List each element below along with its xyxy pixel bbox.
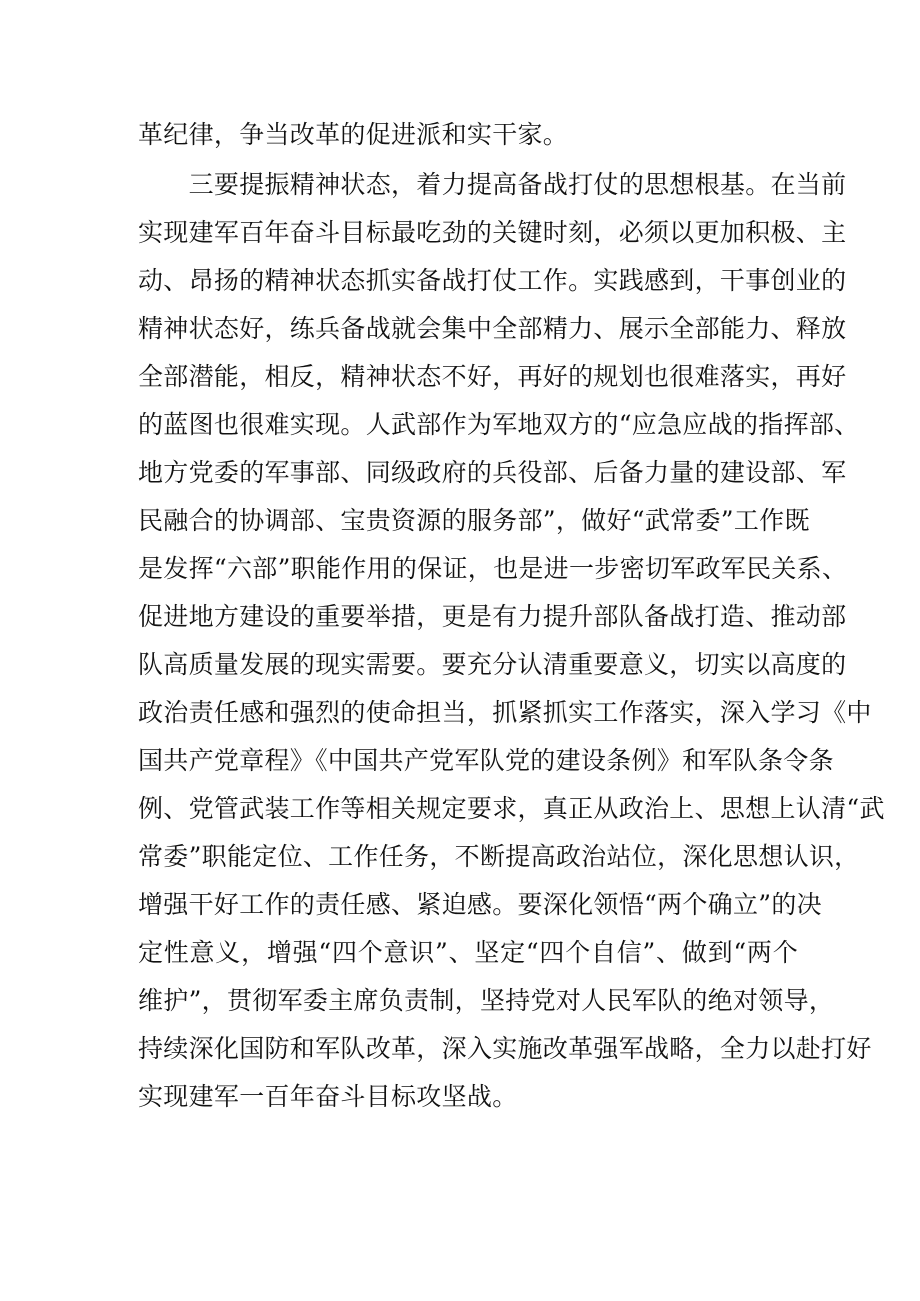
paragraph-1-line: 革纪律，争当改革的促进派和实干家。 bbox=[138, 120, 569, 149]
paragraph-2-line: 是发挥“六部”职能作用的保证，也是进一步密切军政军民关系、 bbox=[138, 554, 848, 583]
paragraph-2-line: 维护”，贯彻军委主席负责制，坚持党对人民军队的绝对领导， bbox=[138, 986, 835, 1015]
paragraph-2-line: 常委”职能定位、工作任务，不断提高政治站位，深化思想认识， bbox=[138, 842, 860, 871]
paragraph-2-line: 促进地方建设的重要举措，更是有力提升部队备战打造、推动部 bbox=[138, 602, 847, 631]
paragraph-2-line: 增强干好工作的责任感、紧迫感。要深化领悟“两个确立”的决 bbox=[138, 890, 822, 919]
paragraph-2-line: 实现建军百年奋斗目标最吃劲的关键时刻，必须以更加积极、主 bbox=[138, 218, 847, 247]
paragraph-2-line: 民融合的协调部、宝贵资源的服务部”，做好“武常委”工作既 bbox=[138, 506, 810, 535]
paragraph-2-line: 地方党委的军事部、同级政府的兵役部、后备力量的建设部、军 bbox=[138, 458, 847, 487]
paragraph-1 bbox=[138, 111, 798, 159]
paragraph-2-line: 三要提振精神状态，着力提高备战打仗的思想根基。在当前 bbox=[138, 170, 847, 199]
paragraph-2-line: 持续深化国防和军队改革，深入实施改革强军战略，全力以赴打好 bbox=[138, 1034, 872, 1063]
paragraph-2-line: 精神状态好，练兵备战就会集中全部精力、展示全部能力、释放 bbox=[138, 314, 847, 343]
paragraph-2-line: 国共产党章程》《中国共产党军队党的建设条例》和军队条令条 bbox=[138, 746, 834, 775]
paragraph-2-line: 全部潜能，相反，精神状态不好，再好的规划也很难落实，再好 bbox=[138, 362, 847, 391]
paragraph-2-line: 实现建军一百年奋斗目标攻坚战。 bbox=[138, 1082, 518, 1111]
paragraph-2-line: 例、党管武装工作等相关规定要求，真正从政治上、思想上认清“武 bbox=[138, 794, 885, 823]
paragraph-2 bbox=[138, 161, 885, 1121]
paragraph-2-line: 定性意义，增强“四个意识”、坚定“四个自信”、做到“两个 bbox=[138, 938, 798, 967]
paragraph-2-line: 政治责任感和强烈的使命担当，抓紧抓实工作落实，深入学习《中 bbox=[138, 698, 872, 727]
paragraph-2-line: 队高质量发展的现实需要。要充分认清重要意义，切实以高度的 bbox=[138, 650, 847, 679]
paragraph-2-line: 动、昂扬的精神状态抓实备战打仗工作。实践感到，干事创业的 bbox=[138, 266, 847, 295]
paragraph-2-line: 的蓝图也很难实现。人武部作为军地双方的“应急应战的指挥部、 bbox=[138, 410, 860, 439]
